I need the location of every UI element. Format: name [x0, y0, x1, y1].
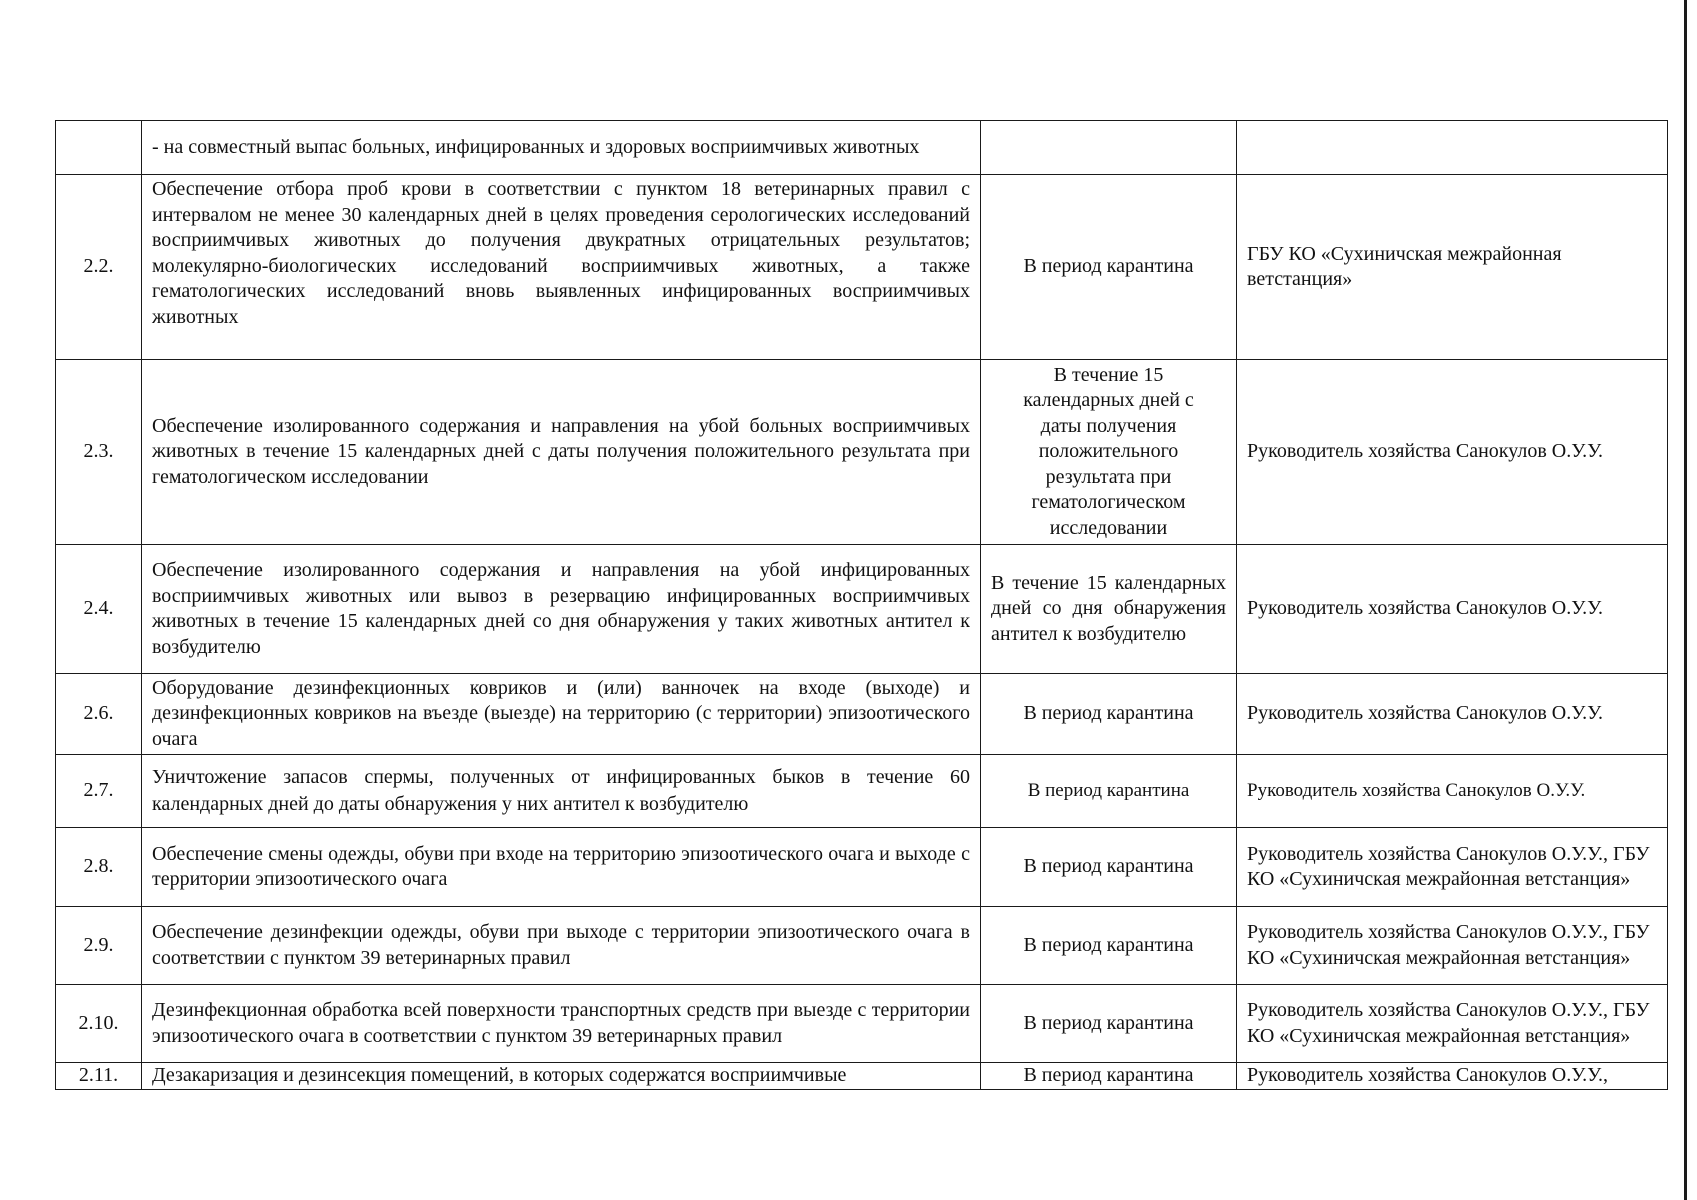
- row-number: 2.6.: [56, 674, 142, 755]
- measure-term: В период карантина: [981, 907, 1237, 985]
- scan-edge-line: [1684, 0, 1687, 1200]
- table-row: [56, 985, 1668, 1063]
- measure-responsible: Руководитель хозяйства Санокулов О.У.У.: [1237, 545, 1668, 674]
- row-number: 2.2.: [56, 175, 142, 360]
- table-row: [56, 121, 1668, 175]
- measure-description: Уничтожение запасов спермы, полученных от инфицированных быков в течение 60 календарных дней до даты обнаружения у них антител к возбудителю: [142, 755, 981, 828]
- table-row: [56, 755, 1668, 828]
- measure-responsible: [1237, 121, 1668, 175]
- measure-responsible: Руководитель хозяйства Санокулов О.У.У., ГБУ КО «Сухиничская межрайонная ветстанция»: [1237, 828, 1668, 907]
- measure-description: Обеспечение смены одежды, обуви при входе на территорию эпизоотического очага и выходе с территории эпизоотического очага: [142, 828, 981, 907]
- measure-term: В период карантина: [981, 828, 1237, 907]
- measure-term: В течение 15 календарных дней со дня обнаружения антител к возбудителю: [981, 545, 1237, 674]
- row-number: 2.4.: [56, 545, 142, 674]
- measure-description: Дезакаризация и дезинсекция помещений, в которых содержатся восприимчивые: [142, 1063, 981, 1090]
- table-row: [56, 360, 1668, 545]
- measure-description: - на совместный выпас больных, инфицированных и здоровых восприимчивых животных: [142, 121, 981, 175]
- row-number: [56, 121, 142, 175]
- measure-term: [981, 121, 1237, 175]
- measure-description: Обеспечение отбора проб крови в соответствии с пунктом 18 ветеринарных правил с интервалом не менее 30 календарных дней в целях проведения серологических исследований восприимчивых животных до получения двукратных отрицательных результатов; молекулярно-биологических исследований восприимчивых животных, а также гематологических исследований вновь выявленных инфицированных восприимчивых животных: [142, 175, 981, 360]
- row-number: 2.7.: [56, 755, 142, 828]
- measure-term: В период карантина: [981, 674, 1237, 755]
- measures-table: [55, 120, 1668, 1090]
- measure-description: Обеспечение дезинфекции одежды, обуви при выходе с территории эпизоотического очага в соответствии с пунктом 39 ветеринарных правил: [142, 907, 981, 985]
- measure-responsible: Руководитель хозяйства Санокулов О.У.У.: [1237, 674, 1668, 755]
- table-row: [56, 175, 1668, 360]
- measure-responsible: Руководитель хозяйства Санокулов О.У.У., ГБУ КО «Сухиничская межрайонная ветстанция»: [1237, 985, 1668, 1063]
- measure-term: В период карантина: [981, 755, 1237, 828]
- table-row: [56, 907, 1668, 985]
- row-number: 2.9.: [56, 907, 142, 985]
- row-number: 2.10.: [56, 985, 142, 1063]
- measure-responsible: Руководитель хозяйства Санокулов О.У.У.: [1237, 755, 1668, 828]
- table-row: [56, 1063, 1668, 1090]
- table-row: [56, 828, 1668, 907]
- table-row: [56, 545, 1668, 674]
- measure-term: В течение 15 календарных дней с даты получения положительного результата при гематологическом исследовании: [981, 360, 1237, 545]
- measure-description: Обеспечение изолированного содержания и направления на убой больных восприимчивых животных в течение 15 календарных дней с даты получения положительного результата при гематологическом исследовании: [142, 360, 981, 545]
- measure-description: Оборудование дезинфекционных ковриков и (или) ванночек на входе (выходе) и дезинфекционных ковриков на въезде (выезде) на территорию (с территории) эпизоотического очага: [142, 674, 981, 755]
- row-number: 2.8.: [56, 828, 142, 907]
- measure-responsible: ГБУ КО «Сухиничская межрайонная ветстанция»: [1237, 175, 1668, 360]
- measure-responsible: Руководитель хозяйства Санокулов О.У.У., ГБУ КО «Сухиничская межрайонная ветстанция»: [1237, 907, 1668, 985]
- measure-description: Дезинфекционная обработка всей поверхности транспортных средств при выезде с территории эпизоотического очага в соответствии с пунктом 39 ветеринарных правил: [142, 985, 981, 1063]
- measure-description: Обеспечение изолированного содержания и направления на убой инфицированных восприимчивых животных или вывоз в резервацию инфицированных восприимчивых животных в течение 15 календарных дней со дня обнаружения у таких животных антител к возбудителю: [142, 545, 981, 674]
- measure-term: В период карантина: [981, 1063, 1237, 1090]
- measure-responsible: Руководитель хозяйства Санокулов О.У.У.,: [1237, 1063, 1668, 1090]
- row-number: 2.11.: [56, 1063, 142, 1090]
- measure-term: В период карантина: [981, 985, 1237, 1063]
- measure-responsible: Руководитель хозяйства Санокулов О.У.У.: [1237, 360, 1668, 545]
- measure-term: В период карантина: [981, 175, 1237, 360]
- table-row: [56, 674, 1668, 755]
- row-number: 2.3.: [56, 360, 142, 545]
